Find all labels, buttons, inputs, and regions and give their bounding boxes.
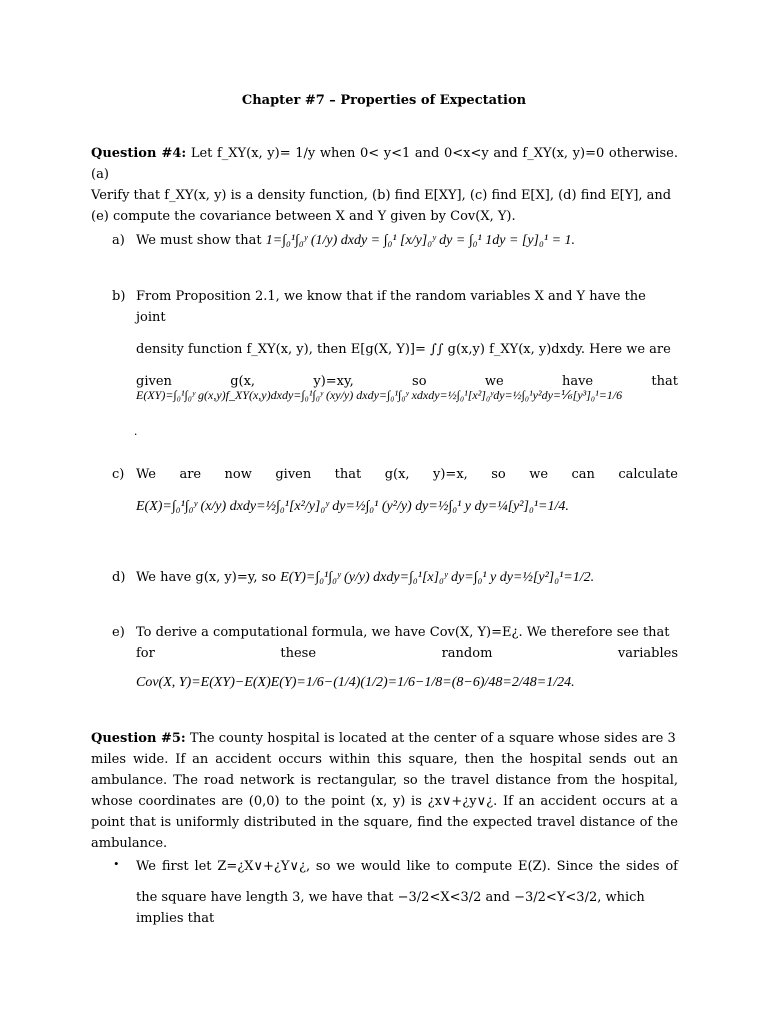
part-a-text: We must show that [136, 233, 262, 248]
part-e-line-2: for these random variables [136, 646, 678, 661]
part-c-line-1: We are now given that g(x, y)=x, so we can calculate [136, 467, 678, 482]
part-b-line-3: given g(x, y)=xy, so we have that [136, 374, 678, 389]
part-a-body [136, 230, 678, 251]
part-b-equation: E(XY)=∫₀¹∫₀ʸ g(x,y)f_XY(x,y)dxdy=∫₀¹∫₀ʸ (xy/y) dxdy=∫₀¹∫₀ʸ xdxdy=½∫₀¹[x²]₀ʸdy=½∫₀¹y²dy=⅙[y³]₀¹=1/6 [136, 388, 623, 402]
part-b [112, 286, 678, 392]
part-e-body [136, 622, 678, 664]
question-5-line-1 [91, 728, 678, 749]
bullet-dot: • [114, 856, 119, 871]
bullet-line-1: We first let Z=¿X∨+¿Y∨¿, so we would like to compute E(Z). Since the sides of [136, 859, 678, 874]
part-d-label: d) [112, 570, 126, 585]
question-5-line-5: point that is uniformly distributed in the square, find the expected travel distance of the [91, 815, 678, 830]
question-5-line-2: miles wide. If an accident occurs within this square, then the hospital sends out an [91, 752, 678, 767]
question-5-text-1: The county hospital is located at the center of a square whose sides are 3 [189, 731, 676, 746]
question-4-text-1: Let f_XY(x, y)= 1/y when 0< y<1 and 0<x<y and f_XY(x, y)=0 otherwise. (a) [91, 146, 678, 182]
bullet-item [136, 856, 678, 929]
question-5-line-3: ambulance. The road network is rectangular, so the travel distance from the hospital, [91, 773, 678, 788]
question-5-label: Question #5: [91, 731, 186, 746]
part-b-body [136, 286, 678, 392]
part-a-equation: 1=∫₀¹∫₀ʸ (1/y) dxdy = ∫₀¹ [x/y]₀ʸ dy = ∫₀¹ 1dy = [y]₀¹ = 1. [265, 233, 576, 248]
part-c [112, 464, 678, 485]
part-b-line-1: From Proposition 2.1, we know that if the random variables X and Y have the joint [136, 289, 646, 325]
bullet-line-2: the square have length 3, we have that −3/2<X<3/2 and −3/2<Y<3/2, which implies that [136, 890, 645, 926]
part-a [112, 230, 678, 251]
question-4-line-3: (e) compute the covariance between X and Y given by Cov(X, Y). [91, 209, 516, 224]
question-4 [91, 143, 678, 227]
part-e-line-1: To derive a computational formula, we have Cov(X, Y)=E¿. We therefore see that [136, 625, 670, 640]
question-5 [91, 728, 678, 854]
part-a-label: a) [112, 233, 125, 248]
part-d-equation: E(Y)=∫₀¹∫₀ʸ (y/y) dxdy=∫₀¹[x]₀ʸ dy=∫₀¹ y dy=½[y²]₀¹=1/2. [280, 570, 595, 585]
question-4-line-1 [91, 143, 678, 185]
question-5-line-4: whose coordinates are (0,0) to the point (x, y) is ¿x∨+¿y∨¿. If an accident occurs at a [91, 794, 678, 809]
part-c-label: c) [112, 467, 125, 482]
part-e-label: e) [112, 625, 125, 640]
part-b-line-2: density function f_XY(x, y), then E[g(X, Y)]= ∫∫ g(x,y) f_XY(x, y)dxdy. Here we are [136, 342, 671, 357]
part-d [112, 567, 678, 588]
part-c-equation: E(X)=∫₀¹∫₀ʸ (x/y) dxdy=½∫₀¹[x²/y]₀ʸ dy=½∫₀¹ (y²/y) dy=½∫₀¹ y dy=¼[y²]₀¹=1/4. [136, 499, 569, 514]
question-4-line-2: Verify that f_XY(x, y) is a density function, (b) find E[XY], (c) find E[X], (d) find E[Y], and [91, 188, 672, 203]
part-b-trailing-dot: . [134, 423, 138, 438]
part-d-text: We have g(x, y)=y, so [136, 570, 277, 585]
part-d-body [136, 567, 678, 588]
part-b-label: b) [112, 289, 126, 304]
question-4-label: Question #4: [91, 146, 187, 161]
page-title: Chapter #7 – Properties of Expectation [241, 93, 527, 108]
part-e [112, 622, 678, 664]
part-e-equation: Cov(X, Y)=E(XY)−E(X)E(Y)=1/6−(1/4)(1/2)=1/6−1/8=(8−6)/48=2/48=1/24. [136, 675, 575, 690]
question-5-line-6: ambulance. [91, 836, 168, 851]
